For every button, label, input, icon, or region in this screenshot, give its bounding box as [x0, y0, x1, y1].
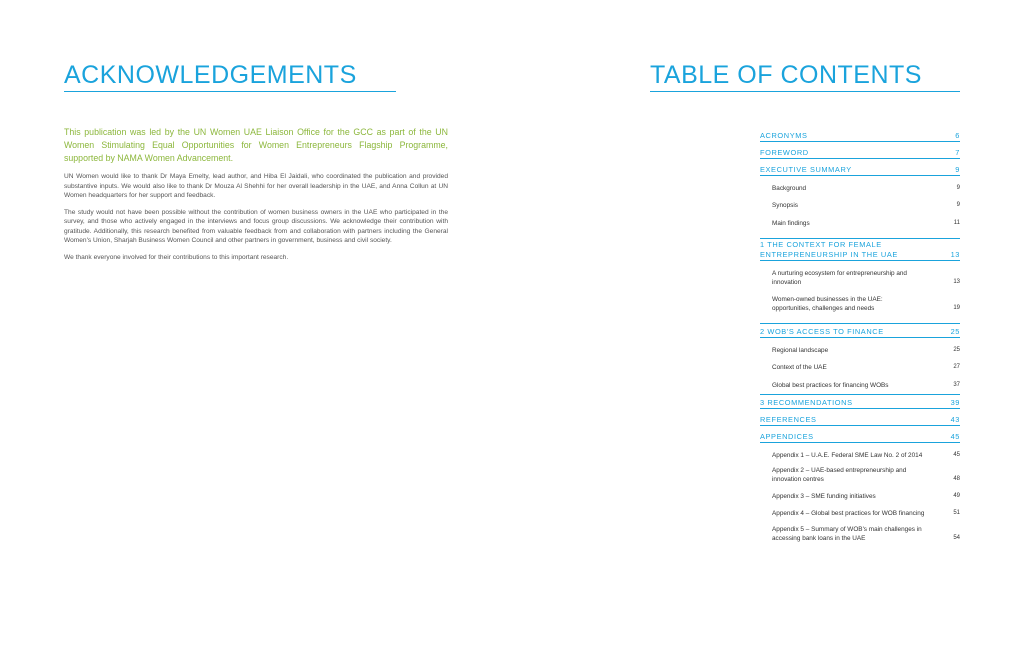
toc-entry-background[interactable] [760, 181, 960, 193]
toc-entry-page: 45 [953, 452, 960, 458]
acknowledgements-paragraph: We thank everyone involved for their contributions to this important research. [64, 253, 289, 261]
toc-entry-page: 25 [953, 347, 960, 353]
toc-entry-label: Appendix 3 – SME funding initiatives [772, 493, 876, 500]
toc-entry-label: 3 RECOMMENDATIONS [760, 398, 853, 407]
toc-entry-label: APPENDICES [760, 432, 814, 441]
toc-entry-recommendations[interactable] [760, 394, 960, 409]
acknowledgements-heading: ACKNOWLEDGEMENTS [64, 60, 396, 92]
toc-entry-main-findings[interactable] [760, 216, 960, 228]
toc-entry-label: Background [772, 185, 807, 192]
toc-entry-label: Appendix 4 – Global best practices for WOB financing [772, 510, 925, 517]
toc-entry-context-uae[interactable] [760, 360, 960, 372]
acknowledgements-section [64, 60, 448, 262]
toc-entry-references[interactable] [760, 411, 960, 426]
toc-entry-page: 13 [953, 279, 960, 285]
toc-entry-nurturing-ecosystem[interactable] [760, 267, 960, 287]
toc-entry-appendix-2[interactable] [760, 464, 960, 484]
toc-entry-page: 45 [950, 432, 960, 441]
toc-entry-page: 7 [955, 148, 960, 157]
toc-entry-page: 9 [956, 185, 960, 191]
toc-entry-page: 27 [953, 364, 960, 370]
toc-entry-appendices[interactable] [760, 428, 960, 443]
toc-entry-page: 19 [953, 305, 960, 311]
toc-entry-foreword[interactable] [760, 144, 960, 159]
toc-entry-regional-landscape[interactable] [760, 343, 960, 355]
toc-entry-page: 13 [950, 250, 960, 259]
toc-entry-label: REFERENCES [760, 415, 817, 424]
toc-entry-global-best-practices[interactable] [760, 378, 960, 390]
toc-entry-synopsis[interactable] [760, 198, 960, 210]
toc-entry-label: Regional landscape [772, 347, 829, 354]
toc-entry-appendix-4[interactable] [760, 506, 960, 518]
toc-entry-label: Appendix 1 – U.A.E. Federal SME Law No. 2 of 2014 [772, 452, 923, 459]
toc-entry-page: 9 [955, 165, 960, 174]
toc-entry-page: 48 [953, 476, 960, 482]
toc-entry-label: FOREWORD [760, 148, 809, 157]
toc-entry-acronyms[interactable] [760, 128, 960, 142]
toc-entry-appendix-1[interactable] [760, 448, 960, 460]
toc-entry-page: 9 [956, 202, 960, 208]
toc-entry-label: Global best practices for financing WOBs [772, 382, 889, 389]
toc-entry-context-female-entrepreneurship[interactable] [760, 238, 960, 261]
toc-entry-label: ACRONYMS [760, 131, 808, 140]
toc-list [760, 128, 960, 543]
toc-entry-women-owned-businesses[interactable] [760, 293, 960, 313]
toc-entry-label: EXECUTIVE SUMMARY [760, 165, 852, 174]
toc-entry-page: 51 [953, 510, 960, 516]
toc-heading: TABLE OF CONTENTS [650, 60, 960, 92]
toc-entry-label: Appendix 2 – UAE-based entrepreneurship and innovation centres [772, 467, 907, 483]
toc-entry-executive-summary[interactable] [760, 161, 960, 176]
acknowledgements-intro: This publication was led by the UN Women UAE Liaison Office for the GCC as part of the UN Women Stimulating Equal Opportunities for Women Entrepreneurs Flagship Programme, supported by NAMA Women Advancement. [64, 127, 448, 163]
toc-entry-page: 43 [950, 415, 960, 424]
toc-entry-access-to-finance[interactable] [760, 323, 960, 338]
acknowledgements-paragraph: UN Women would like to thank Dr Maya Emelty, lead author, and Hiba El Jaidali, who coordinated the publication and provided substantive inputs. We would also like to thank Dr Mouza Al Shehhi for her overall leadership in the UAE, and Anna Collun at UN Women headquarters for her support and feedback. [64, 173, 448, 199]
toc-entry-page: 6 [955, 131, 960, 140]
toc-entry-label: Main findings [772, 220, 810, 227]
acknowledgements-paragraph: The study would not have been possible without the contribution of women business owners in the UAE who participated in the survey, and those who actively engaged in the interviews and focus group discussions. We acknowledge their contribution with gratitude. Additionally, this research benefited from valuable feedback from and collaboration with partners including the General Women's Union, Sharjah Business Women Council and other partners in government, business and civil society. [64, 208, 448, 244]
toc-entry-page: 39 [950, 398, 960, 407]
toc-entry-page: 49 [953, 493, 960, 499]
toc-section [650, 60, 960, 542]
toc-entry-label: Synopsis [772, 202, 798, 209]
toc-entry-appendix-5[interactable] [760, 523, 960, 543]
toc-entry-label: 2 WOB'S ACCESS TO FINANCE [760, 327, 884, 336]
toc-entry-label: 1 THE CONTEXT FOR FEMALE ENTREPRENEURSHIP IN THE UAE [760, 240, 898, 259]
toc-entry-page: 37 [953, 382, 960, 388]
toc-entry-label: Women-owned businesses in the UAE: opportunities, challenges and needs [772, 296, 883, 312]
toc-entry-appendix-3[interactable] [760, 489, 960, 501]
toc-entry-label: A nurturing ecosystem for entrepreneurship and innovation [772, 270, 907, 286]
toc-entry-page: 11 [953, 220, 960, 226]
toc-entry-label: Appendix 5 – Summary of WOB's main challenges in accessing bank loans in the UAE [772, 526, 922, 542]
toc-entry-page: 25 [950, 327, 960, 336]
toc-entry-page: 54 [953, 535, 960, 541]
toc-entry-label: Context of the UAE [772, 364, 827, 371]
